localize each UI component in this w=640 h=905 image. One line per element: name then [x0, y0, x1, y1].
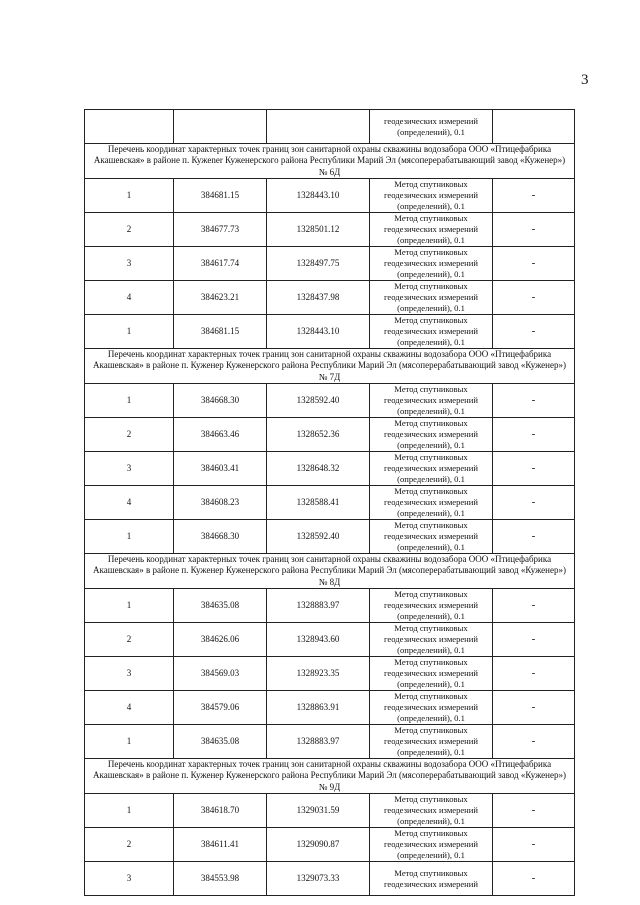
section-header-row: [85, 144, 575, 179]
y-coordinate-cell: 1329073.33: [267, 862, 370, 896]
table-row: [85, 247, 575, 281]
note-cell: -: [493, 589, 575, 623]
y-coordinate-cell: 1328592.40: [267, 520, 370, 554]
point-number-cell: 1: [85, 315, 174, 349]
table-row: [85, 828, 575, 862]
method-cell: Метод спутниковых геодезических измерений (определений), 0.1: [370, 418, 493, 452]
point-number-cell: 1: [85, 179, 174, 213]
y-coordinate-cell: [267, 110, 370, 144]
section-header-row: [85, 759, 575, 794]
note-cell: -: [493, 179, 575, 213]
note-cell: -: [493, 828, 575, 862]
method-cell: Метод спутниковых геодезических измерений (определений), 0.1: [370, 486, 493, 520]
y-coordinate-cell: 1328497.75: [267, 247, 370, 281]
note-cell: -: [493, 486, 575, 520]
y-coordinate-cell: 1328437.98: [267, 281, 370, 315]
table-row: [85, 657, 575, 691]
y-coordinate-cell: 1328652.36: [267, 418, 370, 452]
point-number-cell: 1: [85, 384, 174, 418]
note-cell: -: [493, 657, 575, 691]
table-row: [85, 179, 575, 213]
point-number-cell: 2: [85, 828, 174, 862]
table-row: [85, 213, 575, 247]
note-cell: -: [493, 384, 575, 418]
table-row: [85, 110, 575, 144]
table-row: [85, 281, 575, 315]
method-cell: Метод спутниковых геодезических измерений (определений), 0.1: [370, 794, 493, 828]
note-cell: -: [493, 794, 575, 828]
x-coordinate-cell: 384635.08: [174, 725, 267, 759]
y-coordinate-cell: 1328592.40: [267, 384, 370, 418]
coordinates-table: [84, 109, 575, 896]
point-number-cell: 3: [85, 862, 174, 896]
table-row: [85, 486, 575, 520]
point-number-cell: 4: [85, 691, 174, 725]
table-row: [85, 691, 575, 725]
x-coordinate-cell: 384611.41: [174, 828, 267, 862]
y-coordinate-cell: 1328923.35: [267, 657, 370, 691]
y-coordinate-cell: 1328588.41: [267, 486, 370, 520]
x-coordinate-cell: 384617.74: [174, 247, 267, 281]
x-coordinate-cell: 384603.41: [174, 452, 267, 486]
table-row: [85, 384, 575, 418]
method-cell: Метод спутниковых геодезических измерений (определений), 0.1: [370, 281, 493, 315]
x-coordinate-cell: 384681.15: [174, 179, 267, 213]
table-row: [85, 315, 575, 349]
table-row: [85, 794, 575, 828]
method-cell: Метод спутниковых геодезических измерений (определений), 0.1: [370, 520, 493, 554]
y-coordinate-cell: 1328443.10: [267, 179, 370, 213]
table-row: [85, 418, 575, 452]
point-number-cell: 1: [85, 794, 174, 828]
point-number-cell: 3: [85, 247, 174, 281]
table-row: [85, 725, 575, 759]
section-title: Перечень координат характерных точек границ зон санитарной охраны скважины водозабора ООО «Птицефабрика Акашевская» в районе п. Куженер Куженерского района Республики Марий Эл (мясоперерабатывающий завод «Куженер») № 9Д: [85, 759, 575, 794]
x-coordinate-cell: 384618.70: [174, 794, 267, 828]
method-cell: Метод спутниковых геодезических измерений (определений), 0.1: [370, 315, 493, 349]
point-number-cell: 4: [85, 281, 174, 315]
section-header-row: [85, 554, 575, 589]
point-number-cell: 3: [85, 452, 174, 486]
table-row: [85, 520, 575, 554]
x-coordinate-cell: 384635.08: [174, 589, 267, 623]
note-cell: -: [493, 623, 575, 657]
note-cell: -: [493, 281, 575, 315]
method-cell: Метод спутниковых геодезических измерений (определений), 0.1: [370, 213, 493, 247]
y-coordinate-cell: 1329031.59: [267, 794, 370, 828]
table-row: [85, 452, 575, 486]
method-cell: Метод спутниковых геодезических измерений (определений), 0.1: [370, 589, 493, 623]
method-cell: Метод спутниковых геодезических измерений (определений), 0.1: [370, 828, 493, 862]
point-number-cell: 3: [85, 657, 174, 691]
point-number-cell: 1: [85, 725, 174, 759]
point-number-cell: 4: [85, 486, 174, 520]
section-title: Перечень координат характерных точек границ зон санитарной охраны скважины водозабора ООО «Птицефабрика Акашевская» в районе п. Куженер Куженерского района Республики Марий Эл (мясоперерабатывающий завод «Куженер») № 7Д: [85, 349, 575, 384]
table-row: [85, 862, 575, 896]
method-cell: Метод спутниковых геодезических измерений (определений), 0.1: [370, 179, 493, 213]
point-number-cell: 1: [85, 520, 174, 554]
note-cell: -: [493, 862, 575, 896]
section-title: Перечень координат характерных точек границ зон санитарной охраны скважины водозабора ООО «Птицефабрика Акашевская» в районе п. Кужener Куженерского района Республики Марий Эл (мясоперерабатывающий завод «Куженер») № 6Д: [85, 144, 575, 179]
y-coordinate-cell: 1328648.32: [267, 452, 370, 486]
note-cell: -: [493, 315, 575, 349]
method-cell: Метод спутниковых геодезических измерений (определений), 0.1: [370, 452, 493, 486]
point-number-cell: 2: [85, 623, 174, 657]
x-coordinate-cell: 384553.98: [174, 862, 267, 896]
page-number: 3: [581, 72, 589, 88]
method-cell: Метод спутниковых геодезических измерений (определений), 0.1: [370, 657, 493, 691]
y-coordinate-cell: 1328443.10: [267, 315, 370, 349]
point-number-cell: [85, 110, 174, 144]
note-cell: -: [493, 418, 575, 452]
point-number-cell: 2: [85, 418, 174, 452]
x-coordinate-cell: 384677.73: [174, 213, 267, 247]
note-cell: -: [493, 520, 575, 554]
y-coordinate-cell: 1328883.97: [267, 589, 370, 623]
note-cell: -: [493, 725, 575, 759]
x-coordinate-cell: 384626.06: [174, 623, 267, 657]
y-coordinate-cell: 1329090.87: [267, 828, 370, 862]
note-cell: -: [493, 247, 575, 281]
x-coordinate-cell: 384569.03: [174, 657, 267, 691]
table-row: [85, 589, 575, 623]
method-cell: Метод спутниковых геодезических измерений: [370, 862, 493, 896]
method-cell: Метод спутниковых геодезических измерений (определений), 0.1: [370, 623, 493, 657]
table-row: [85, 623, 575, 657]
x-coordinate-cell: 384668.30: [174, 384, 267, 418]
y-coordinate-cell: 1328501.12: [267, 213, 370, 247]
note-cell: -: [493, 691, 575, 725]
x-coordinate-cell: 384623.21: [174, 281, 267, 315]
x-coordinate-cell: [174, 110, 267, 144]
note-cell: [493, 110, 575, 144]
x-coordinate-cell: 384681.15: [174, 315, 267, 349]
method-cell: Метод спутниковых геодезических измерений (определений), 0.1: [370, 247, 493, 281]
section-header-row: [85, 349, 575, 384]
method-cell: Метод спутниковых геодезических измерений (определений), 0.1: [370, 384, 493, 418]
section-title: Перечень координат характерных точек границ зон санитарной охраны скважины водозабора ООО «Птицефабрика Акашевская» в районе п. Куженер Куженерского района Республики Марий Эл (мясоперерабатывающий завод «Куженер») № 8Д: [85, 554, 575, 589]
note-cell: -: [493, 213, 575, 247]
y-coordinate-cell: 1328863.91: [267, 691, 370, 725]
method-cell: Метод спутниковых геодезических измерений (определений), 0.1: [370, 691, 493, 725]
y-coordinate-cell: 1328883.97: [267, 725, 370, 759]
method-cell: геодезических измерений (определений), 0.1: [370, 110, 493, 144]
point-number-cell: 2: [85, 213, 174, 247]
x-coordinate-cell: 384668.30: [174, 520, 267, 554]
point-number-cell: 1: [85, 589, 174, 623]
x-coordinate-cell: 384663.46: [174, 418, 267, 452]
method-cell: Метод спутниковых геодезических измерений (определений), 0.1: [370, 725, 493, 759]
x-coordinate-cell: 384608.23: [174, 486, 267, 520]
note-cell: -: [493, 452, 575, 486]
y-coordinate-cell: 1328943.60: [267, 623, 370, 657]
x-coordinate-cell: 384579.06: [174, 691, 267, 725]
